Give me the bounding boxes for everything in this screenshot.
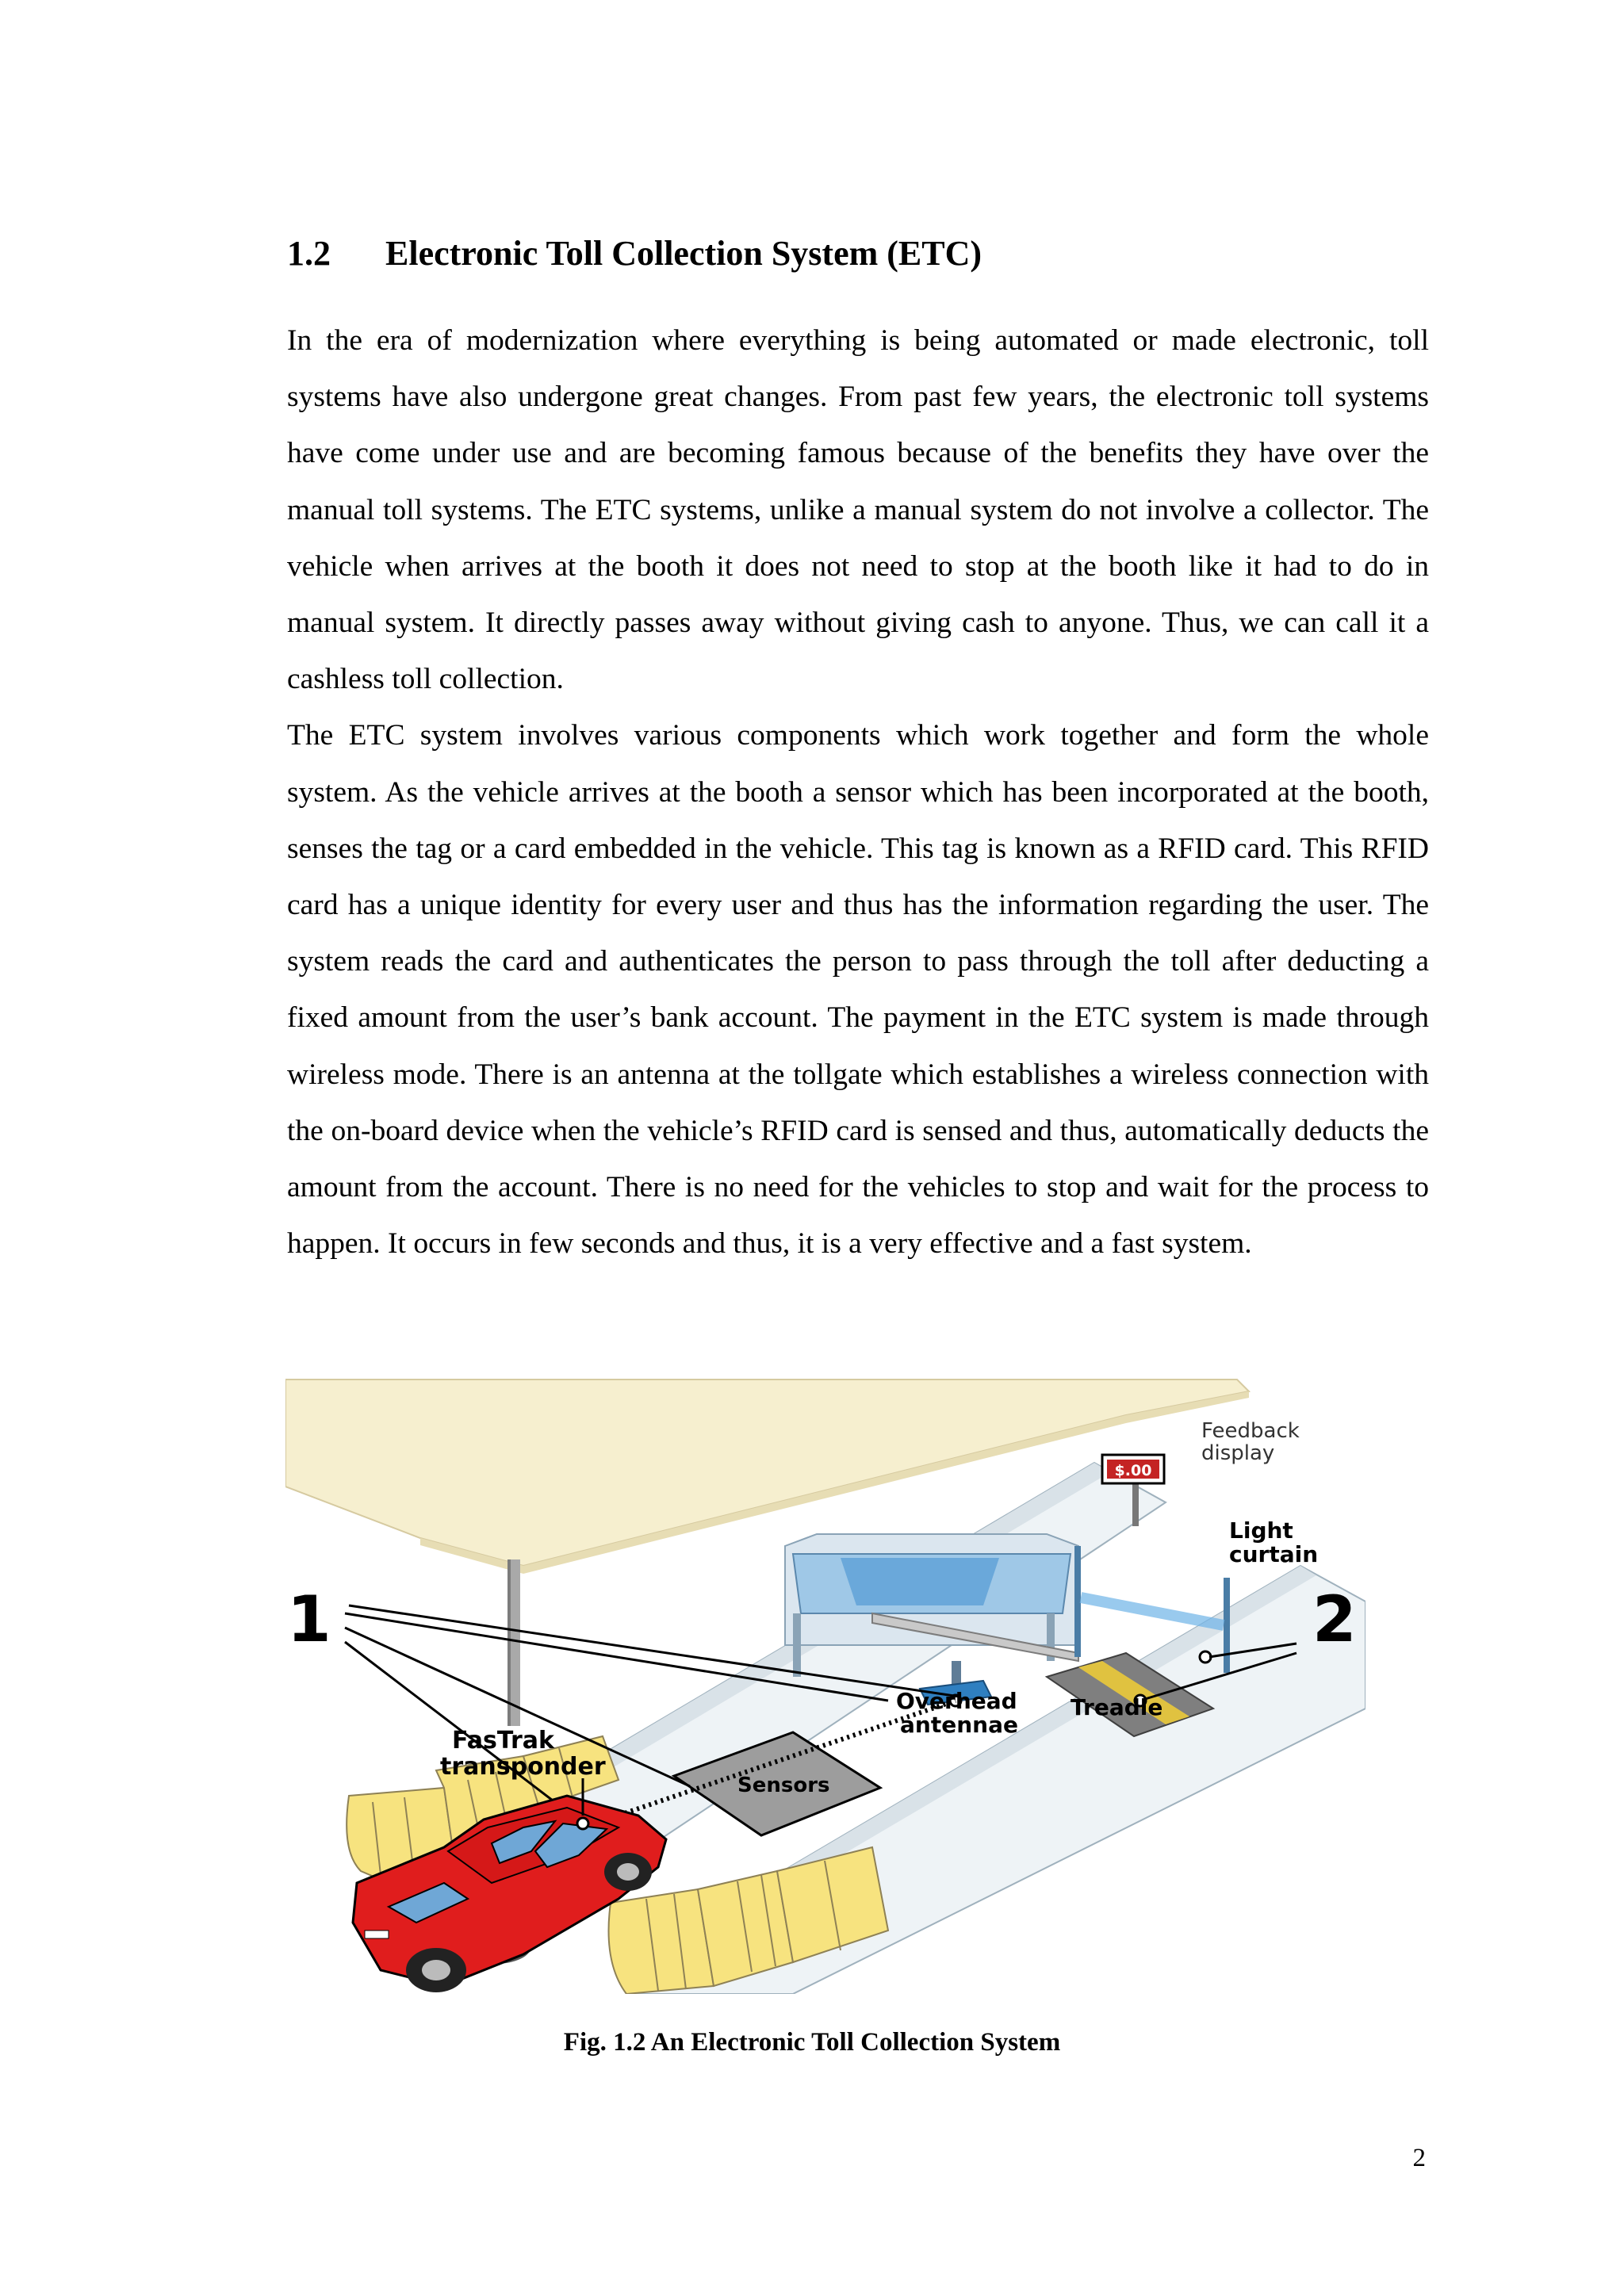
body-text — [287, 312, 1429, 1272]
light-curtain-label-line2: curtain — [1229, 1541, 1319, 1567]
fastrak-label-line2: transponder — [440, 1753, 606, 1781]
section-number: 1.2 — [287, 234, 331, 273]
feedback-display-value: $.00 — [1114, 1462, 1152, 1479]
marker-1-label: 1 — [287, 1582, 331, 1656]
overhead-antennae-label-line1: Overhead — [896, 1688, 1017, 1714]
figure-caption: Fig. 1.2 An Electronic Toll Collection System — [563, 2028, 1061, 2057]
fastrak-label-line1: FasTrak — [452, 1727, 554, 1755]
marker-2-label: 2 — [1312, 1582, 1357, 1656]
treadle-label: Treadle — [1071, 1694, 1163, 1720]
light-curtain-label-line1: Light — [1229, 1517, 1293, 1544]
feedback-display-label-line1: Feedback — [1201, 1419, 1300, 1443]
paragraph-components: The ETC system involves various components which work together and form the whole system. As the vehicle arrives at the booth a sensor which has been incorporated at the booth, senses the tag or a card embedded in the vehicle. This tag is known as a RFID card. This RFID card has a unique identity for every user and thus has the information regarding the user. The system reads the card and authenticates the person to pass through the toll after deducting a fixed amount from the user’s bank account. The payment in the ETC system is made through wireless mode. There is an antenna at the tollgate which establishes a wireless connection with the on-board device when the vehicle’s RFID card is sensed and thus, automatically deducts the amount from the account. There is no need for the vehicles to stop and wait for the process to happen. It occurs in few seconds and thus, it is a very effective and a fast system. — [287, 719, 1429, 1261]
section-heading — [287, 230, 1437, 277]
etc-system-figure — [285, 1376, 1365, 1994]
overhead-antennae-label-line2: antennae — [900, 1712, 1018, 1738]
page-number: 2 — [1412, 2144, 1426, 2172]
paragraph-intro: In the era of modernization where everything is being automated or made electronic, toll systems have also undergone great changes. From past few years, the electronic toll systems have come under use and are becoming famous because of the benefits they have over the manual toll systems. The ETC systems, unlike a manual system do not involve a collector. The vehicle when arrives at the booth it does not need to stop at the booth like it had to do in manual system. It directly passes away without giving cash to anyone. Thus, we can call it a cashless toll collection. — [287, 324, 1429, 696]
section-title: Electronic Toll Collection System (ETC) — [385, 234, 982, 273]
sensors-label: Sensors — [737, 1774, 830, 1797]
feedback-display-label-line2: display — [1201, 1441, 1275, 1465]
